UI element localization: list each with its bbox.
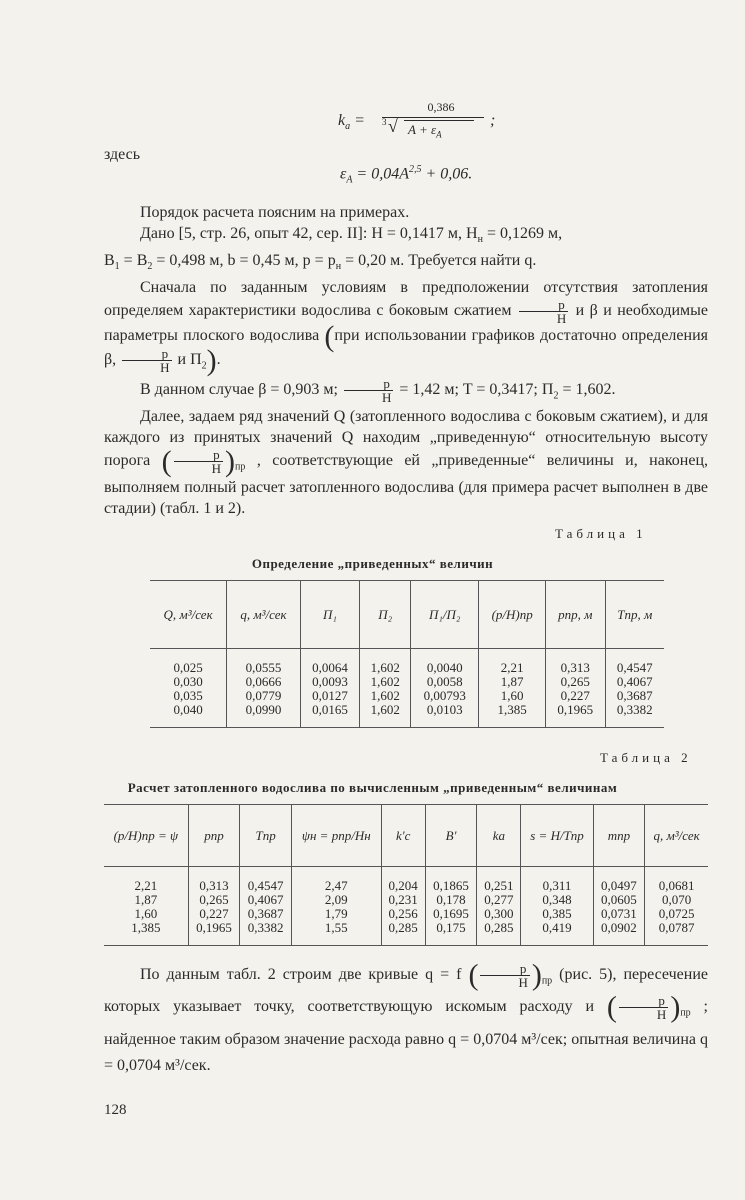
paragraph-5: Далее, задаем ряд значений Q (затопленного водослива с боковым сжатием), и для каждого из принятых значений Q находим „приведенную“ относительную высоту порога ( $\frac{p}{H}$ )$_{пр}$ , соответствующие ей „приведенные“ величины и, наконец, выполняем полный расчет затопленного водослива (для примера расчет выполнен в две стадии) (табл. 1 и 2).	[104, 407, 709, 518]
table1	[150, 580, 664, 728]
table1-header: П₂	[360, 581, 411, 649]
table1-row: 0,035 0,0779 0,0127 1,602 0,00793 1,60 0,227 0,3687	[150, 689, 664, 703]
table2-header: mпр	[593, 805, 645, 867]
frac-p-h: $\frac{p}{H}$	[344, 377, 393, 404]
frac-p-h: $\frac{p}{H}$	[619, 994, 668, 1021]
zdes-label: здесь	[104, 146, 141, 163]
table2-row: 1,385 0,1965 0,3382 1,55 0,285 0,175 0,285 0,419 0,0902 0,0787	[104, 921, 708, 946]
table1-header: П₁/П₂	[411, 581, 479, 649]
table2	[104, 804, 708, 946]
paragraph-6: По данным табл. 2 строим две кривые q = f ( $\frac{p}{H}$ )$_{пр}$ (рис. 5), пересечение которых указывает точку, соответствующую искомым расходу и ( $\frac{p}{H}$ )$_{пр}$ ; найденное таким образом значение расхода равно q = 0,0704 м³/сек; опытная величина q = 0,0704 м³/сек.	[104, 958, 708, 1074]
table2-row: 1,60 0,227 0,3687 1,79 0,256 0,1695 0,300 0,385 0,0731 0,0725	[104, 907, 708, 921]
table1-header: q, м³/сек	[227, 581, 301, 649]
table1-row: 0,040 0,0990 0,0165 1,602 0,0103 1,385 0,1965 0,3382	[150, 703, 664, 728]
table2-caption: Таблица 2	[600, 750, 692, 765]
paragraph-4: В данном случае β = 0,903 м; $\frac{p}{H}$ = 1,42 м; T = 0,3417; $П_2 = 1,602$.	[140, 375, 616, 405]
table1-caption: Таблица 1	[555, 526, 647, 541]
table2-row: 2,21 0,313 0,4547 2,47 0,204 0,1865 0,251 0,311 0,0497 0,0681	[104, 867, 708, 894]
frac-p-h: $\frac{p}{H}$	[519, 298, 568, 325]
formula-ka: $k_a$ = 0,386 3 √ $A + \varepsilon_A$ ;	[338, 100, 496, 140]
table2-header: ka	[477, 805, 521, 867]
paragraph-2-line-2: $B_1 = B_2 = 0,498$ м, b = 0,45 м, $p = p_н = 0,20$ м. Требуется найти q.	[104, 252, 537, 273]
table1-title: Определение „приведенных“ величин	[251, 556, 494, 571]
table2-header: s = H/Tпр	[521, 805, 593, 867]
table2-header: ψн = pпр/Hн	[291, 805, 381, 867]
table2-header: pпр	[188, 805, 240, 867]
table2-header: (p/H)пр = ψ	[113, 827, 179, 843]
paragraph-1: Порядок расчета поясним на примерах.	[140, 204, 410, 221]
table1-header: Tпр, м	[605, 581, 664, 649]
table2-title: Расчет затопленного водослива по вычисленным „приведенным“ величинам	[127, 780, 618, 795]
paragraph-2: Дано [5, стр. 26, опыт 42, сер. II]: H = 0,1417 м, $H_н = 0,1269$ м,	[140, 225, 563, 246]
table1-header: pпр, м	[546, 581, 606, 649]
paragraph-3: Сначала по заданным условиям в предположении отсутствия затопления определяем характеристики водослива с боковым сжатием $\frac{p}{H}$ и β и необходимые параметры плоского водослива (при использовании графиков достаточно определения β, $\frac{p}{H}$ и $П_2$).	[104, 279, 708, 378]
table1-header: П₁	[300, 581, 360, 649]
table2-row: 1,87 0,265 0,4067 2,09 0,231 0,178 0,277 0,348 0,0605 0,070	[104, 893, 708, 907]
frac-p-h: $\frac{p}{H}$	[122, 347, 171, 374]
frac-p-h: $\frac{p}{H}$	[174, 448, 223, 475]
table2-header: q, м³/сек	[645, 805, 708, 867]
table2-header: k'c	[381, 805, 425, 867]
table2-header: B'	[425, 805, 477, 867]
table1-row: 0,030 0,0666 0,0093 1,602 0,0058 1,87 0,265 0,4067	[150, 675, 664, 689]
frac-p-h: $\frac{p}{H}$	[480, 962, 529, 989]
page-number: 128	[104, 1102, 127, 1118]
formula-eps: $\varepsilon_A = 0,04A^{2,5} + 0,06$.	[340, 164, 473, 186]
table1-row: 0,025 0,0555 0,0064 1,602 0,0040 2,21 0,313 0,4547	[150, 649, 664, 676]
table2-header: Tпр	[240, 805, 292, 867]
table1-header: (p/H)пр	[479, 581, 546, 649]
body-text	[104, 202, 708, 519]
table1-header: Q, м³/сек	[163, 606, 213, 622]
